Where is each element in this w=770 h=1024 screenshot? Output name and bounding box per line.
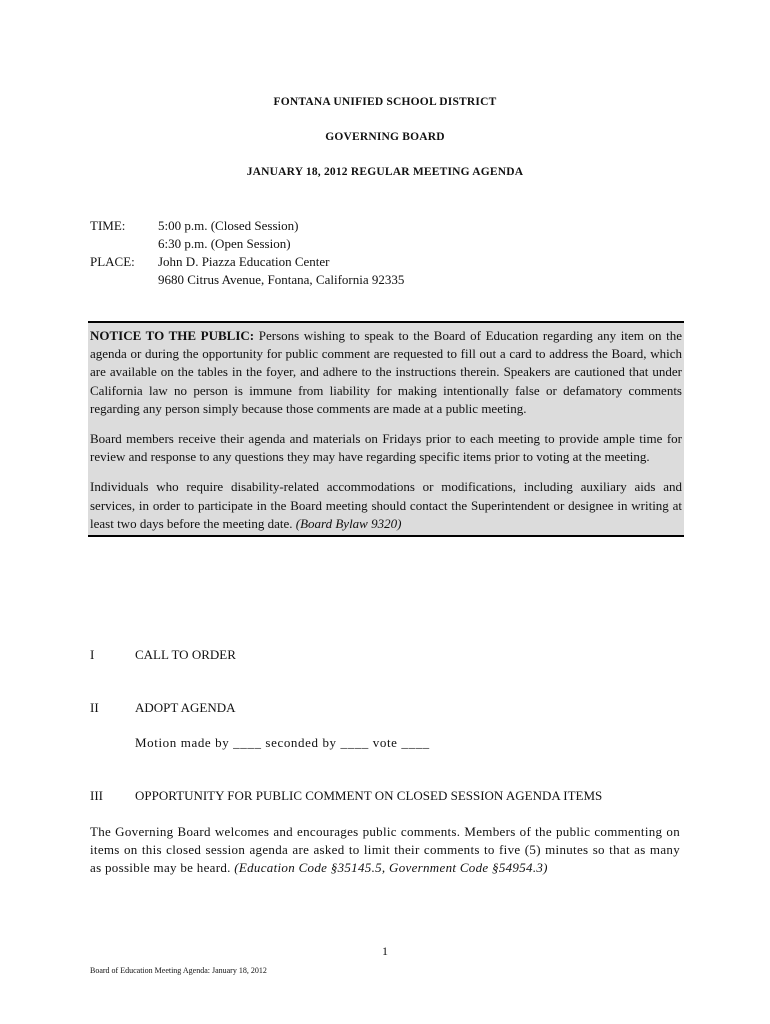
place-label: PLACE: (90, 254, 135, 269)
time-open: 6:30 p.m. (Open Session) (158, 236, 291, 251)
notice-para-1 (90, 327, 682, 418)
body-text: The Governing Board welcomes and encourages public comments. Members of the public commenting on items on this closed session agenda are asked to limit their comments to five (5) minutes so that as many as possible may be heard. (90, 824, 680, 876)
body-cite: (Education Code §35145.5, Government Code §54954.3) (234, 860, 548, 876)
agenda-item-1 (90, 647, 236, 663)
place-name: John D. Piazza Education Center (158, 254, 330, 269)
page-number: 1 (382, 944, 388, 958)
item-title: ADOPT AGENDA (135, 700, 236, 715)
district-heading: FONTANA UNIFIED SCHOOL DISTRICT (273, 96, 497, 108)
place-address: 9680 Citrus Avenue, Fontana, California 92335 (158, 272, 405, 287)
motion-line: Motion made by ____ seconded by ____ vote ____ (135, 735, 430, 750)
notice-para-2: Board members receive their agenda and materials on Fridays prior to each meeting to provide ample time for review and response to any questions they may have regarding specific items prior to voting at the meeting. (90, 431, 682, 465)
board-heading: GOVERNING BOARD (325, 131, 445, 143)
notice-text-3: Individuals who require disability-related accommodations or modifications, including auxiliary aids and services, in order to participate in the Board meeting should contact the Superintendent or designee in writing at least two days before the meeting date. (90, 479, 682, 531)
agenda-title: JANUARY 18, 2012 REGULAR MEETING AGENDA (246, 166, 524, 178)
time-label: TIME: (90, 218, 126, 233)
item-number: II (90, 700, 99, 715)
time-closed: 5:00 p.m. (Closed Session) (158, 218, 299, 233)
item-number: I (90, 647, 95, 662)
item-number: III (90, 788, 103, 803)
page-footer: Board of Education Meeting Agenda: January 18, 2012 (90, 966, 267, 975)
meeting-info (90, 217, 404, 289)
agenda-item-2 (90, 700, 236, 716)
public-notice-box (88, 321, 684, 537)
item-title: OPPORTUNITY FOR PUBLIC COMMENT ON CLOSED SESSION AGENDA ITEMS (135, 788, 603, 803)
notice-cite: (Board Bylaw 9320) (295, 515, 402, 531)
agenda-item-3 (90, 788, 602, 804)
notice-para-3 (90, 478, 682, 533)
item-title: CALL TO ORDER (135, 647, 236, 662)
notice-lead: NOTICE TO THE PUBLIC: (90, 328, 255, 343)
notice-text-1: Persons wishing to speak to the Board of Education regarding any item on the agenda or during the opportunity for public comment are requested to fill out a card to address the Board, which are available on the tables in the foyer, and adhere to the instructions therein. Speakers are cautioned that under California law no person is immune from liability for making intentionally false or defamatory comments regarding any person simply because those comments are made at a public meeting. (90, 328, 682, 416)
public-comment-paragraph (90, 823, 680, 878)
